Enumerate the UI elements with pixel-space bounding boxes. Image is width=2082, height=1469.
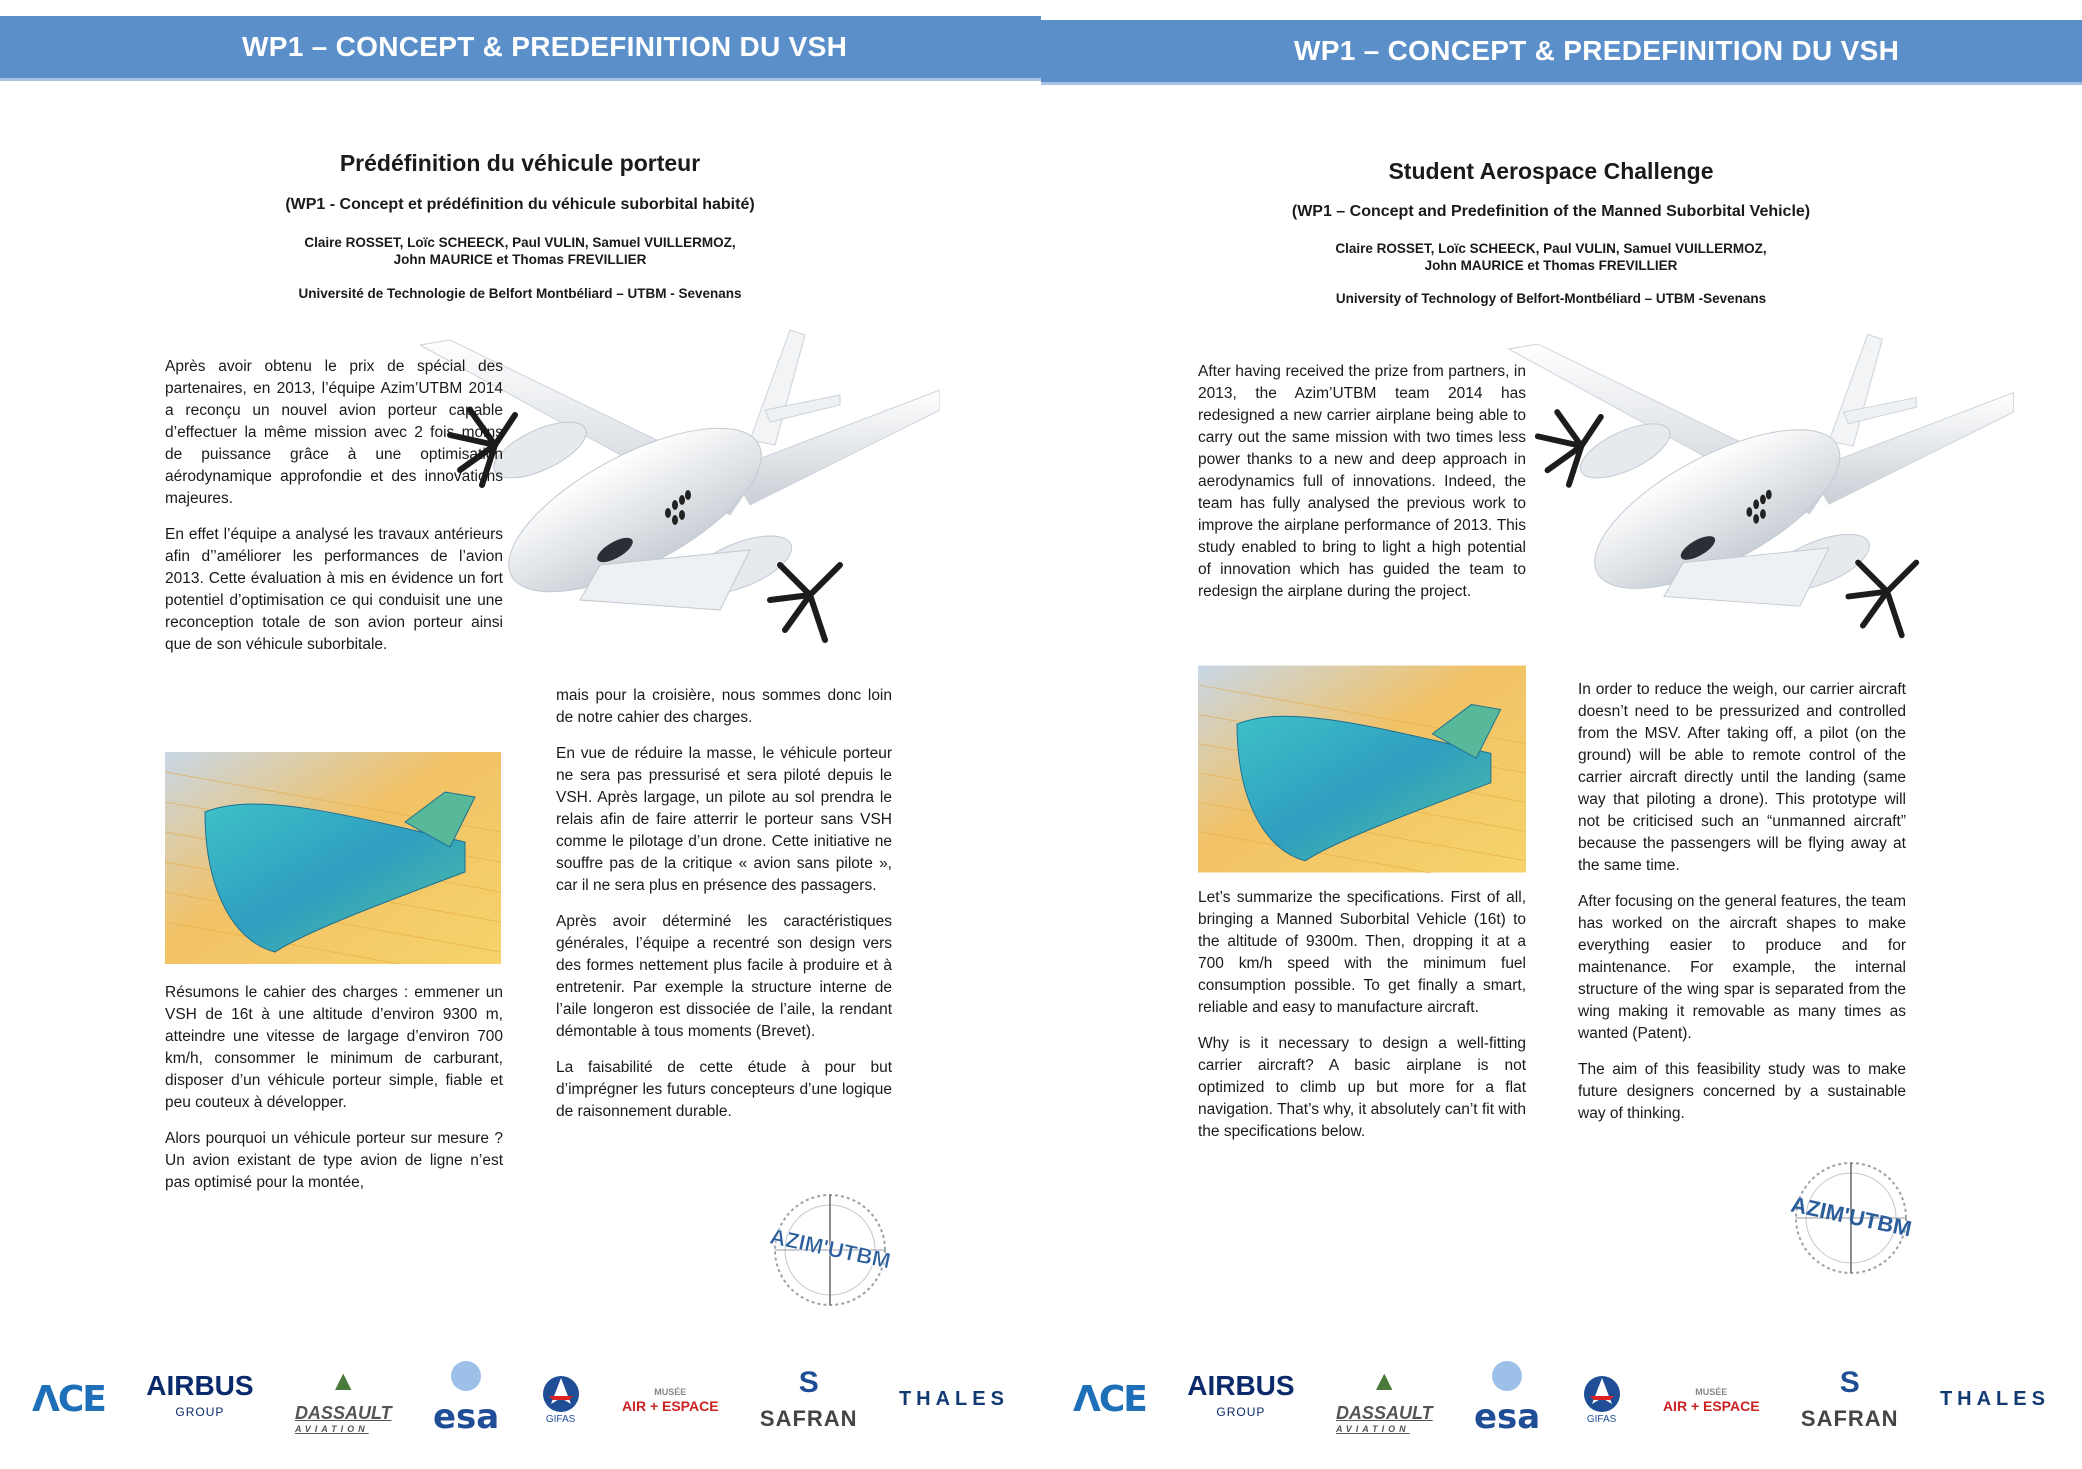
authors [1191, 240, 1911, 274]
dassault-label: DASSAULT [294, 1402, 392, 1423]
cfd-simulation-image [165, 752, 501, 964]
authors [160, 234, 880, 268]
safran-icon: S [798, 1366, 819, 1399]
musee-label: MUSÉE [654, 1387, 687, 1397]
safran-logo [760, 1366, 858, 1432]
text-column-1 [165, 356, 503, 670]
paragraph: Résumons le cahier des charges : emmener un VSH de 16t à une altitude d’environ 9300 m, atteindre une vitesse de largage d’environ 700 km/h, consommer le minimum de carburant, disposer d’un véhicule porteur simple, fiable et peu couteux à développer. [165, 984, 503, 1111]
safran-label: SAFRAN [759, 1406, 858, 1431]
airbus-logo [1187, 1370, 1295, 1425]
gifas-icon [1582, 1374, 1622, 1414]
page-right [1041, 0, 2082, 1469]
thales-logo: THALES [1939, 1387, 2050, 1410]
musee-label: MUSÉE [1695, 1387, 1728, 1397]
esa-label: esa [1473, 1397, 1541, 1437]
esa-icon [1492, 1361, 1522, 1391]
banner-title: WP1 – CONCEPT & PREDEFINITION DU VSH [1294, 35, 1900, 66]
dassault-label: DASSAULT [1335, 1402, 1433, 1423]
safran-logo [1801, 1366, 1899, 1432]
page-title: Student Aerospace Challenge [1388, 158, 1714, 184]
paragraph: Why is it necessary to design a well-fitting carrier aircraft? A basic airplane is not optimized to climb up but more for a flat navigation. That’s why, it absolutely can’t fit with the specifications below. [1198, 1035, 1526, 1140]
authors-line1: Claire ROSSET, Loïc SCHEECK, Paul VULIN, Samuel VUILLERMOZ, [304, 235, 736, 250]
seal-text: AZIM'UTBM [767, 1223, 893, 1274]
airbus-sub: GROUP [1216, 1405, 1266, 1419]
gifas-icon [541, 1374, 581, 1414]
dassault-icon: ▲ [1370, 1364, 1399, 1396]
dassault-icon: ▲ [329, 1364, 358, 1396]
paragraph: Après avoir déterminé les caractéristiques générales, l’équipe a recentré son design vers des formes nettement plus facile à produire et à entretenir. Par exemple la structure interne de l’aile longeron est dissociée de l’aile, la rendant démontable à tous moments (Brevet). [556, 913, 892, 1040]
paragraph: In order to reduce the weigh, our carrier aircraft doesn’t need to be pressurized and controlled from the MSV. After taking off, a pilot (on the ground) will be able to remote control of the carrier aircraft directly until the landing (same way that piloting a drone). This prototype will not be criticised such an “unmanned aircraft” because the passengers will be flying away at the same time. [1578, 681, 1906, 874]
page-title: Prédéfinition du véhicule porteur [339, 150, 701, 176]
paragraph: La faisabilité de cette étude à pour but d’imprégner les futurs concepteurs d’une logique de raisonnement durable. [556, 1059, 892, 1120]
azimutbm-seal-logo [755, 1190, 905, 1310]
text-column-1b [1198, 887, 1526, 1157]
paragraph: mais pour la croisière, nous sommes donc loin de notre cahier des charges. [556, 687, 892, 726]
air-espace-logo [622, 1385, 719, 1413]
sponsor-logos-left [0, 1364, 1041, 1437]
university: University of Technology of Belfort-Montbéliard – UTBM -Sevenans [1335, 291, 1767, 306]
safran-icon: S [1839, 1366, 1860, 1399]
paragraph: Alors pourquoi un véhicule porteur sur mesure ? Un avion existant de type avion de ligne n’est pas optimisé pour la montée, [165, 1130, 503, 1191]
esa-label: esa [432, 1397, 500, 1437]
seal-text: AZIM'UTBM [1788, 1191, 1914, 1242]
authors-line2: John MAURICE et Thomas FREVILLIER [1424, 258, 1678, 273]
cfd-simulation-image [1198, 665, 1526, 873]
airbus-label: AIRBUS [1187, 1370, 1295, 1401]
paragraph: En effet l’équipe a analysé les travaux antérieurs afin d’’améliorer les performances de l’avion 2013. Cette évaluation à mis en évidence un fort potentiel d’optimisation ce qui conduisit une une reconception totale de son avion porteur ainsi que de son véhicule suborbitale. [165, 526, 503, 653]
paragraph: En vue de réduire la masse, le véhicule porteur ne sera pas pressurisé et sera piloté depuis le VSH. Après largage, un pilote au sol prendra le relais afin de faire atterrir le porteur sans VSH comme le pilotage d’un drone. Cette initiative ne souffre pas de la critique « avion sans pilote », car il ne sera plus en présence des passagers. [556, 745, 892, 894]
text-column-1 [1198, 361, 1526, 617]
azimutbm-seal-logo [1776, 1158, 1926, 1278]
text-column-2 [1578, 679, 1906, 1139]
banner-left [0, 16, 1041, 81]
air-espace-label: AIR + ESPACE [1662, 1398, 1760, 1414]
air-espace-label: AIR + ESPACE [621, 1398, 719, 1414]
airbus-logo [146, 1370, 254, 1425]
authors-line1: Claire ROSSET, Loïc SCHEECK, Paul VULIN, Samuel VUILLERMOZ, [1335, 241, 1767, 256]
dassault-sub: AVIATION [1335, 1423, 1410, 1434]
gifas-label: GIFAS [1586, 1413, 1617, 1425]
paragraph: The aim of this feasibility study was to make future designers concerned by a sustainable way of thinking. [1578, 1061, 1906, 1122]
paragraph: After focusing on the general features, the team has worked on the aircraft shapes to make everything easier to produce and for maintenance. For example, the internal structure of the wing spar is separated from the wing making it removable as many times as wanted (Patent). [1578, 893, 1906, 1042]
ace-logo: ΛCE [1073, 1378, 1146, 1420]
airplane-illustration [1501, 315, 2021, 645]
dassault-sub: AVIATION [294, 1423, 369, 1434]
paragraph: After having received the prize from partners, in 2013, the Azim’UTBM team 2014 has redesigned a new carrier airplane being able to carry out the same mission with two times less power thanks to a new and deep approach in aerodynamics full of innovations. Indeed, the team has fully analysed the previous work to improve the airplane performance of 2013. This study enabled to bring to light a high potential of innovation which has guided the team to redesign the airplane during the project. [1198, 363, 1526, 600]
safran-label: SAFRAN [1800, 1406, 1899, 1431]
authors-line2: John MAURICE et Thomas FREVILLIER [393, 252, 647, 267]
airbus-label: AIRBUS [146, 1370, 254, 1401]
paragraph: Let’s summarize the specifications. First of all, bringing a Manned Suborbital Vehicle (16t) to the altitude of 9300m. Then, dropping it at a 700 km/h speed with the minimum fuel consumption possible. To get finally a smart, reliable and easy to manufacture aircraft. [1198, 889, 1526, 1016]
text-column-2 [556, 685, 892, 1137]
gifas-logo [1582, 1374, 1622, 1425]
airbus-sub: GROUP [175, 1405, 225, 1419]
gifas-logo [541, 1374, 581, 1425]
paragraph: Après avoir obtenu le prix de spécial des partenaires, en 2013, l’équipe Azim’UTBM 2014 a reconçu un nouvel avion porteur capable d’effectuer la même mission avec 2 fois moins de puissance grâce à une optimisation aérodynamique approfondie et des innovations majeures. [165, 358, 503, 507]
page-subtitle: (WP1 – Concept and Predefinition of the Manned Suborbital Vehicle) [1291, 203, 1811, 220]
sponsor-logos-right [1041, 1364, 2082, 1437]
banner-title: WP1 – CONCEPT & PREDEFINITION DU VSH [242, 31, 848, 62]
esa-icon [451, 1361, 481, 1391]
gifas-label: GIFAS [545, 1413, 576, 1425]
page-subtitle: (WP1 - Concept et prédéfinition du véhicule suborbital habité) [285, 196, 755, 213]
esa-logo [433, 1361, 499, 1437]
esa-logo [1474, 1361, 1540, 1437]
ace-logo: ΛCE [32, 1378, 105, 1420]
air-espace-logo [1663, 1385, 1760, 1413]
university: Université de Technologie de Belfort Montbéliard – UTBM - Sevenans [298, 286, 742, 301]
text-column-1b [165, 982, 503, 1208]
dassault-logo [295, 1365, 392, 1434]
dassault-logo [1336, 1365, 1433, 1434]
banner-right [1041, 20, 2082, 85]
thales-logo: THALES [898, 1387, 1009, 1410]
